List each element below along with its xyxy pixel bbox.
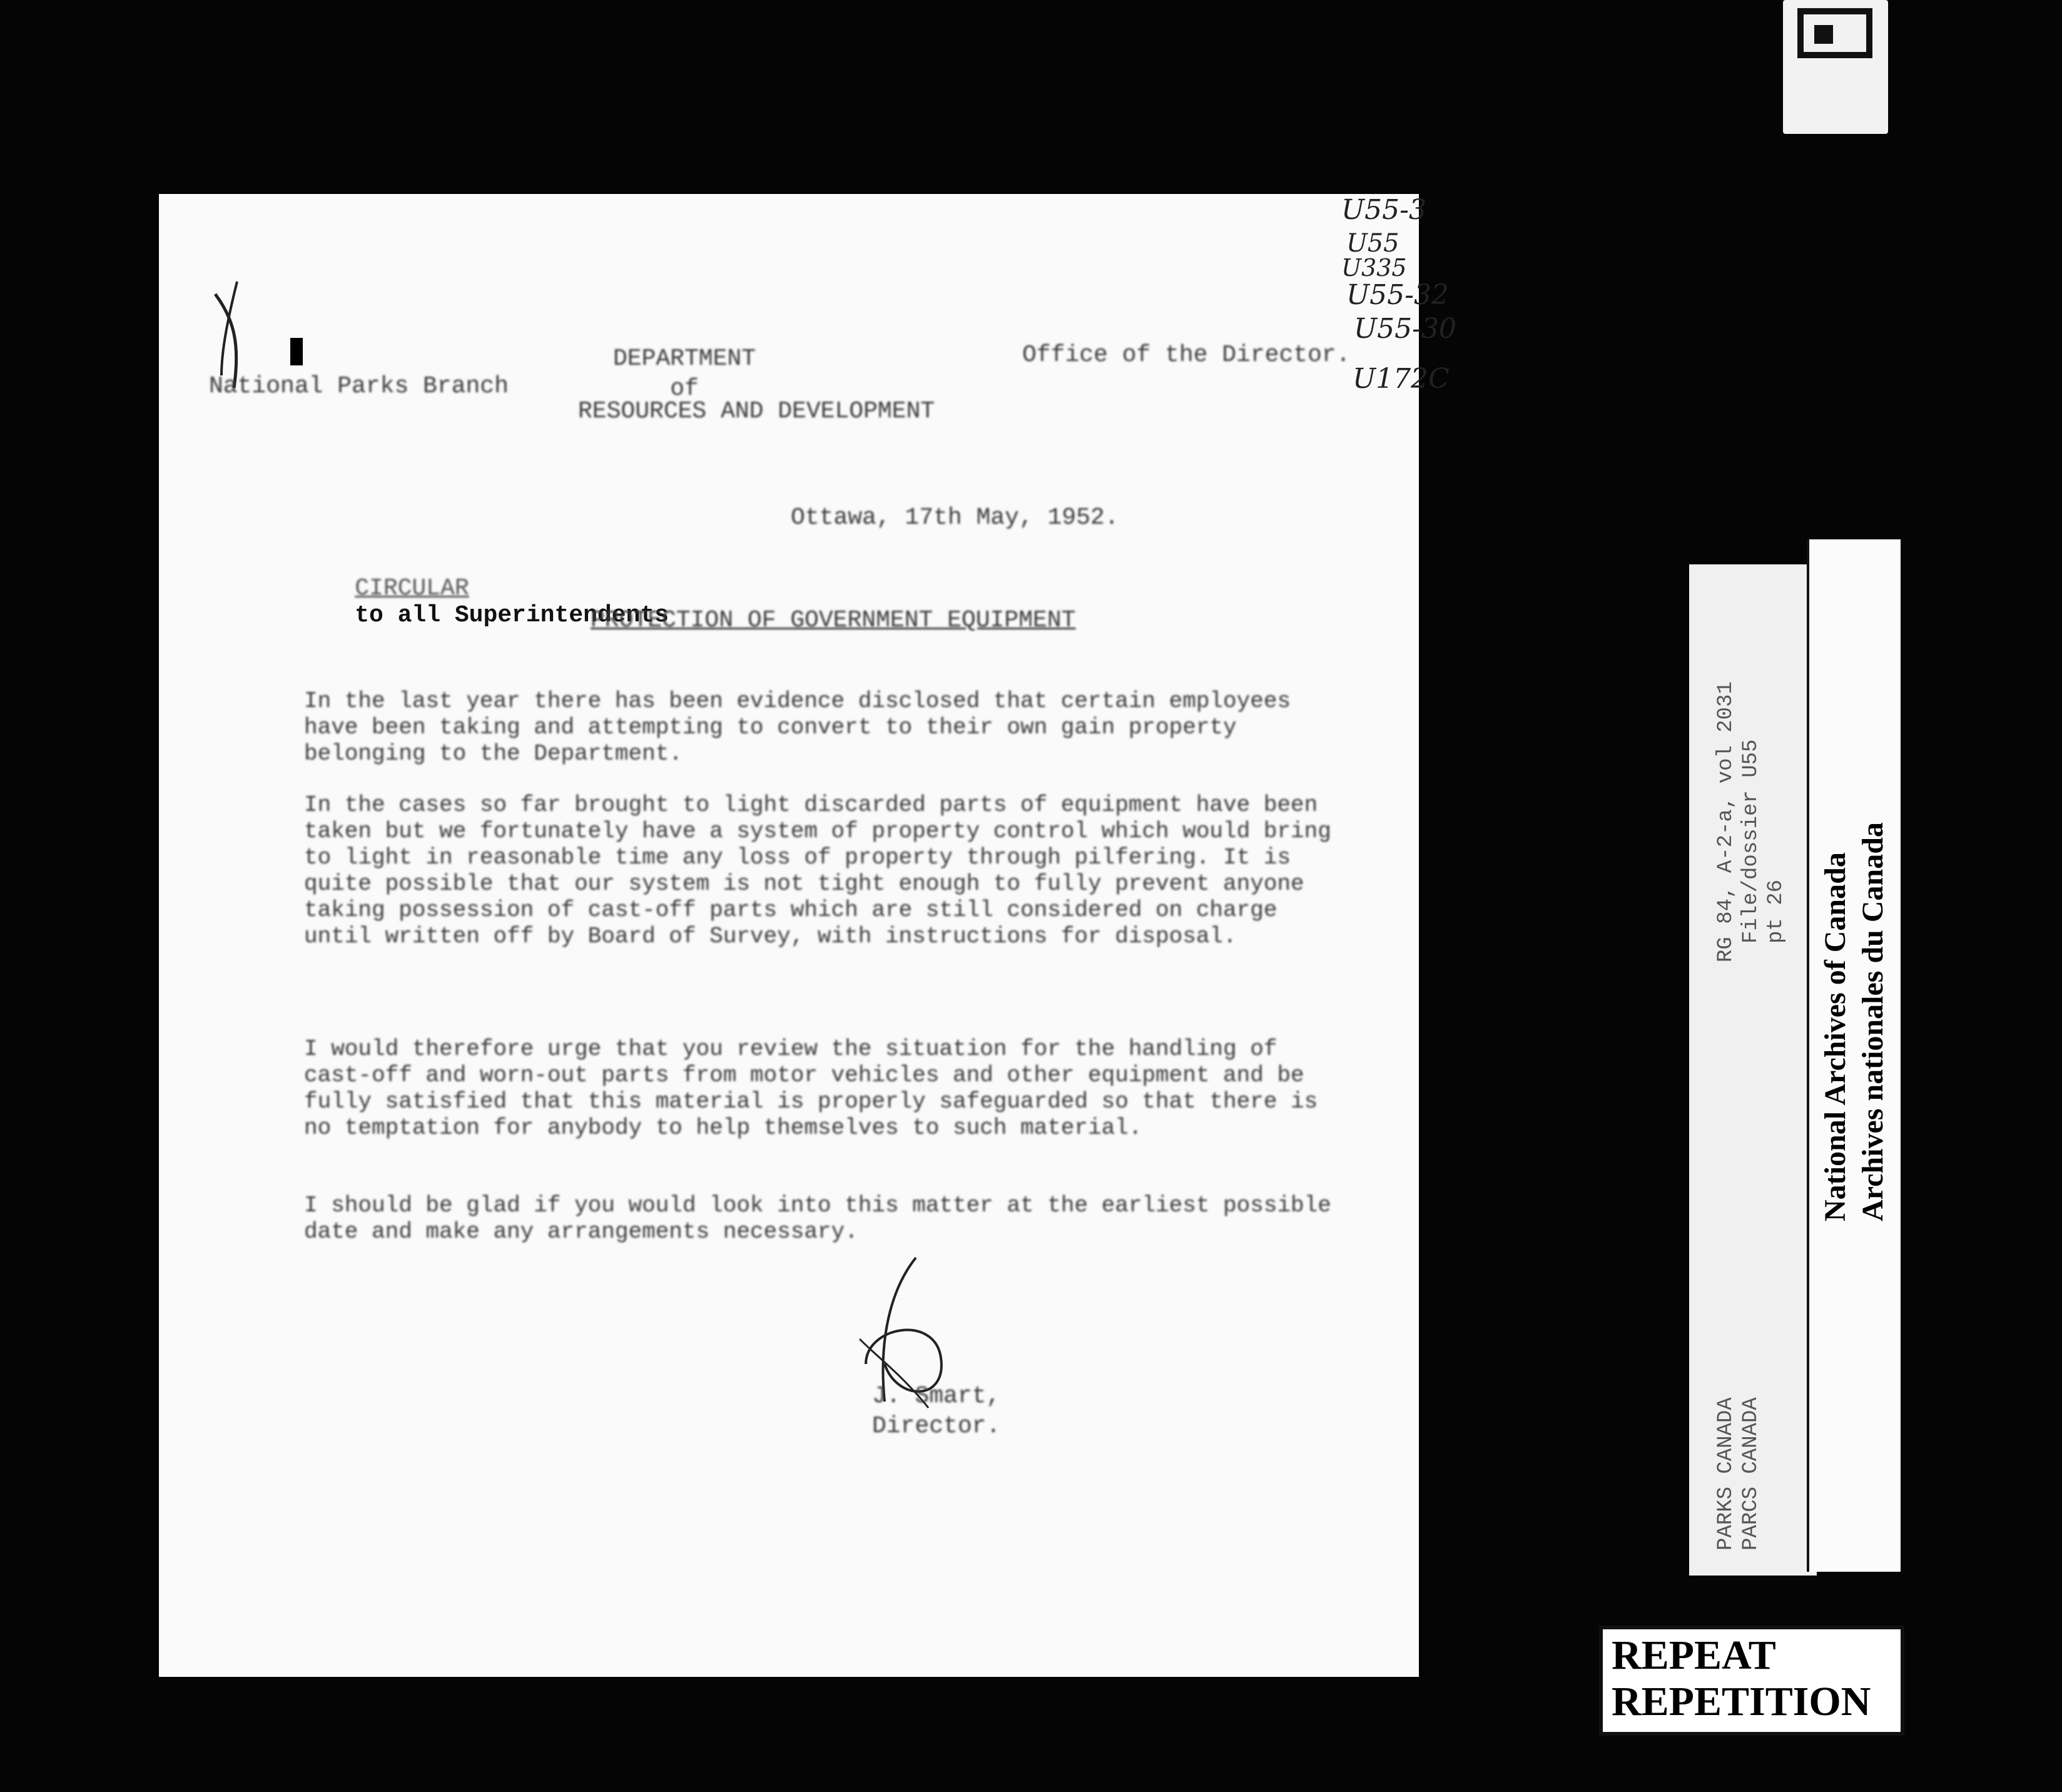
- paragraph-text: In the cases so far brought to light discarded parts of equipment have been taken but we fortunately have a system of property control which would bring to light in reasonable time any loss of property through pilfering. It is quite possible that our system is not tight enough to fully prevent anyone taking possession of cast-off parts which are still considered on charge until written off by Board of Survey, with instructions for disposal.: [304, 792, 1331, 949]
- department-heading: [591, 344, 778, 404]
- paragraph-text: I should be glad if you would look into this matter at the earliest possible date and make any arrangements necessary.: [304, 1193, 1331, 1245]
- file-number: U55-3: [1341, 194, 1426, 226]
- archive-reference: File/dossier U55: [1739, 739, 1763, 944]
- file-number: U335: [1341, 254, 1407, 282]
- agency-name: PARKS CANADA: [1714, 1397, 1738, 1550]
- file-number: U55-32: [1346, 279, 1449, 311]
- agency-name: PARCS CANADA: [1739, 1397, 1763, 1550]
- file-number: U172C: [1353, 363, 1450, 395]
- archive-reference: pt 26: [1764, 879, 1788, 944]
- body-paragraph: [304, 1036, 1343, 1141]
- paragraph-text: I would therefore urge that you review the situation for the handling of cast-off and worn-out parts from motor vehicles and other equipment and be fully satisfied that this material is properly safeguarded so that there is no temptation for anybody to help themselves to such material.: [304, 1036, 1318, 1141]
- archives-name-french: Archives nationales du Canada: [1856, 822, 1889, 1221]
- file-number: U55: [1346, 229, 1399, 258]
- repetition-text: REPETITION: [1612, 1679, 1871, 1724]
- body-paragraph: [304, 688, 1343, 767]
- frame-marker-glyph: [1795, 6, 1877, 63]
- archives-name-english: National Archives of Canada: [1819, 852, 1852, 1221]
- file-number: U55-30: [1354, 313, 1456, 345]
- paragraph-text: In the last year there has been evidence disclosed that certain employees have been taking and attempting to convert to their own gain property belonging to the Department.: [304, 688, 1291, 766]
- archive-reference: RG 84, A-2-a, vol 2031: [1714, 681, 1738, 962]
- repeat-text: REPEAT: [1612, 1632, 1776, 1678]
- signatory-name: J. Smart,: [872, 1383, 1001, 1410]
- department-line: of: [670, 375, 699, 402]
- office-heading: Office of the Director.: [1022, 342, 1351, 369]
- subject-line: PROTECTION OF GOVERNMENT EQUIPMENT: [591, 607, 1076, 634]
- archive-reference-card: [1689, 564, 1817, 1576]
- document-page: [159, 194, 1456, 1677]
- circular-line: [298, 548, 669, 656]
- signatory-title: Director.: [872, 1413, 1001, 1440]
- body-paragraph: [304, 792, 1343, 950]
- repeat-label: [1599, 1626, 1904, 1736]
- circular-recipients: to all Superintendents: [355, 602, 669, 629]
- body-paragraph: [304, 1193, 1343, 1245]
- circular-label: CIRCULAR: [355, 575, 469, 602]
- frame-marker: [1783, 0, 1888, 134]
- national-archives-label: [1807, 539, 1901, 1572]
- department-name: RESOURCES AND DEVELOPMENT: [578, 398, 935, 425]
- department-line: DEPARTMENT: [612, 345, 756, 372]
- date-line: Ottawa, 17th May, 1952.: [791, 504, 1119, 531]
- branch-heading: National Parks Branch: [209, 373, 509, 400]
